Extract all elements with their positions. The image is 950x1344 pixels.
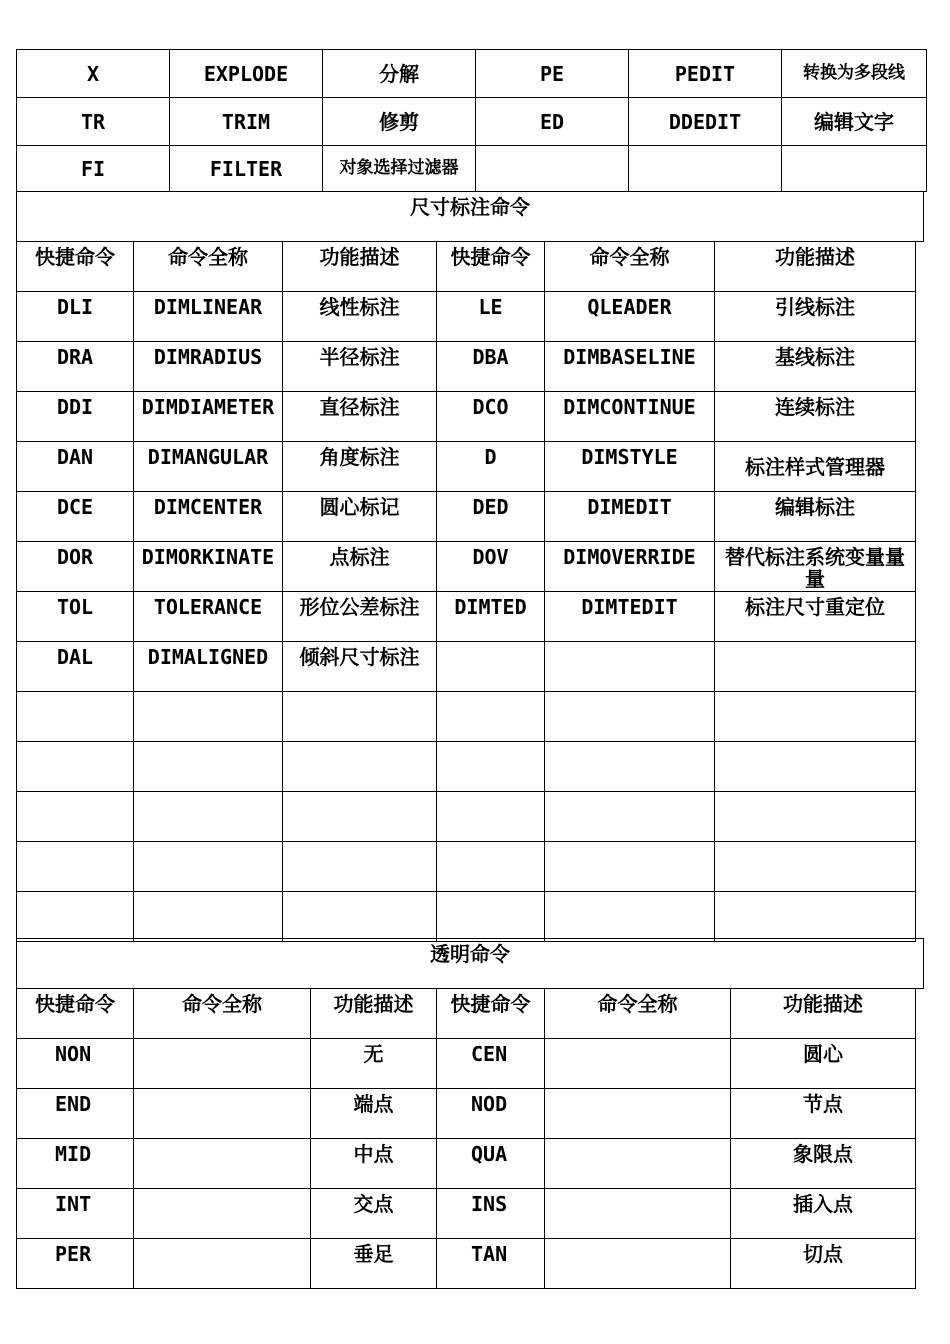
table-row <box>17 892 916 942</box>
table-cell: DCE <box>17 492 134 542</box>
table-cell <box>715 642 916 692</box>
table-cell <box>545 742 715 792</box>
table-cell: PER <box>17 1239 134 1289</box>
column-header: 快捷命令 <box>17 989 134 1039</box>
table-row <box>17 842 916 892</box>
top-command-table <box>16 49 927 192</box>
table-row <box>17 742 916 792</box>
table-cell: 引线标注 <box>715 292 916 342</box>
table-cell: 交点 <box>311 1189 437 1239</box>
table-cell <box>134 1239 311 1289</box>
table-cell <box>17 692 134 742</box>
table-cell <box>715 892 916 942</box>
table-cell: 节点 <box>731 1089 916 1139</box>
table-cell <box>545 1239 731 1289</box>
table-cell: LE <box>437 292 545 342</box>
table-cell: NOD <box>437 1089 545 1139</box>
table-cell: DOV <box>437 542 545 592</box>
table-cell: DIMBASELINE <box>545 342 715 392</box>
column-header: 快捷命令 <box>437 242 545 292</box>
table-row <box>17 492 916 542</box>
table-row <box>17 146 927 192</box>
table-cell: 无 <box>311 1039 437 1089</box>
table-cell: DDI <box>17 392 134 442</box>
table-cell <box>715 742 916 792</box>
table-cell: 基线标注 <box>715 342 916 392</box>
table-cell: 对象选择过滤器 <box>323 146 476 192</box>
table-cell: NON <box>17 1039 134 1089</box>
table-cell: PEDIT <box>629 50 782 98</box>
dimension-command-table <box>16 241 916 942</box>
table-cell <box>134 1139 311 1189</box>
table-row <box>17 1139 916 1189</box>
table-cell: 标注尺寸重定位 <box>715 592 916 642</box>
table-cell: FILTER <box>170 146 323 192</box>
table-cell <box>134 892 283 942</box>
table-cell <box>715 792 916 842</box>
table-cell: 形位公差标注 <box>283 592 437 642</box>
table-cell: DIMORKINATE <box>134 542 283 592</box>
table-cell: DIMCENTER <box>134 492 283 542</box>
table-cell <box>283 742 437 792</box>
table-cell: DIMTED <box>437 592 545 642</box>
column-header: 快捷命令 <box>437 989 545 1039</box>
table-cell: DIMALIGNED <box>134 642 283 692</box>
dimension-section-title: 尺寸标注命令 <box>16 191 924 242</box>
table-cell: CEN <box>437 1039 545 1089</box>
table-cell <box>17 792 134 842</box>
table-cell: 垂足 <box>311 1239 437 1289</box>
table-cell: 圆心 <box>731 1039 916 1089</box>
table-cell: END <box>17 1089 134 1139</box>
table-cell <box>437 692 545 742</box>
table-cell: DIMSTYLE <box>545 442 715 492</box>
table-cell <box>545 892 715 942</box>
table-cell: DIMOVERRIDE <box>545 542 715 592</box>
table-row <box>17 542 916 592</box>
table-cell: DDEDIT <box>629 98 782 146</box>
table-cell: 插入点 <box>731 1189 916 1239</box>
table-cell <box>134 692 283 742</box>
table-cell: INT <box>17 1189 134 1239</box>
column-header: 命令全称 <box>545 989 731 1039</box>
table-cell: DIMEDIT <box>545 492 715 542</box>
table-cell <box>545 642 715 692</box>
table-cell <box>17 742 134 792</box>
table-row <box>17 642 916 692</box>
table-cell: TRIM <box>170 98 323 146</box>
table-row <box>17 692 916 742</box>
table-cell <box>715 692 916 742</box>
table-cell <box>134 1189 311 1239</box>
table-cell: 标注样式管理器 <box>715 442 916 492</box>
transparent-section-title: 透明命令 <box>16 938 924 989</box>
table-cell <box>545 1189 731 1239</box>
column-header: 快捷命令 <box>17 242 134 292</box>
table-cell <box>437 642 545 692</box>
table-cell: DIMANGULAR <box>134 442 283 492</box>
table-row <box>17 50 927 98</box>
table-cell: 编辑文字 <box>782 98 927 146</box>
table-cell: DCO <box>437 392 545 442</box>
table-cell: TOLERANCE <box>134 592 283 642</box>
table-cell <box>629 146 782 192</box>
table-cell <box>545 692 715 742</box>
table-cell: 修剪 <box>323 98 476 146</box>
table-cell <box>134 842 283 892</box>
table-cell <box>545 792 715 842</box>
table-cell <box>134 1039 311 1089</box>
table-cell: EXPLODE <box>170 50 323 98</box>
column-header: 命令全称 <box>134 242 283 292</box>
table-cell <box>437 842 545 892</box>
table-cell: 编辑标注 <box>715 492 916 542</box>
table-cell: 象限点 <box>731 1139 916 1189</box>
table-cell <box>545 1039 731 1089</box>
table-row <box>17 1089 916 1139</box>
table-cell <box>545 842 715 892</box>
table-row <box>17 592 916 642</box>
table-cell <box>437 742 545 792</box>
header-row <box>17 989 916 1039</box>
table-cell: QLEADER <box>545 292 715 342</box>
header-row <box>17 242 916 292</box>
table-row <box>17 792 916 842</box>
table-cell: TAN <box>437 1239 545 1289</box>
table-cell: 点标注 <box>283 542 437 592</box>
table-cell: QUA <box>437 1139 545 1189</box>
table-cell: DAN <box>17 442 134 492</box>
table-cell: 半径标注 <box>283 342 437 392</box>
table-cell: TR <box>17 98 170 146</box>
table-row <box>17 292 916 342</box>
table-cell: 连续标注 <box>715 392 916 442</box>
table-cell: DRA <box>17 342 134 392</box>
table-cell <box>437 892 545 942</box>
table-cell: ED <box>476 98 629 146</box>
column-header: 命令全称 <box>134 989 311 1039</box>
table-cell: 切点 <box>731 1239 916 1289</box>
table-row <box>17 1039 916 1089</box>
table-cell: 中点 <box>311 1139 437 1189</box>
table-cell: 倾斜尺寸标注 <box>283 642 437 692</box>
table-cell <box>782 146 927 192</box>
table-row <box>17 1189 916 1239</box>
table-cell: FI <box>17 146 170 192</box>
column-header: 功能描述 <box>311 989 437 1039</box>
table-row <box>17 392 916 442</box>
column-header: 命令全称 <box>545 242 715 292</box>
column-header: 功能描述 <box>283 242 437 292</box>
table-cell: X <box>17 50 170 98</box>
table-cell: DIMLINEAR <box>134 292 283 342</box>
table-row <box>17 98 927 146</box>
table-cell: INS <box>437 1189 545 1239</box>
table-cell <box>715 842 916 892</box>
table-cell <box>283 892 437 942</box>
table-cell <box>134 1089 311 1139</box>
table-cell: 端点 <box>311 1089 437 1139</box>
table-cell <box>545 1139 731 1189</box>
table-row <box>17 342 916 392</box>
table-cell: 圆心标记 <box>283 492 437 542</box>
table-cell <box>545 1089 731 1139</box>
table-cell: TOL <box>17 592 134 642</box>
table-cell <box>134 742 283 792</box>
table-cell: 角度标注 <box>283 442 437 492</box>
table-row <box>17 442 916 492</box>
table-cell <box>476 146 629 192</box>
table-row <box>17 1239 916 1289</box>
transparent-command-table <box>16 988 916 1289</box>
table-cell: DIMDIAMETER <box>134 392 283 442</box>
table-cell: 直径标注 <box>283 392 437 442</box>
table-cell: DIMRADIUS <box>134 342 283 392</box>
table-cell: 分解 <box>323 50 476 98</box>
table-cell: PE <box>476 50 629 98</box>
column-header: 功能描述 <box>715 242 916 292</box>
table-cell: DLI <box>17 292 134 342</box>
table-cell <box>17 892 134 942</box>
table-cell: 替代标注系统变量量量 <box>715 542 916 592</box>
table-cell: MID <box>17 1139 134 1189</box>
table-cell: DAL <box>17 642 134 692</box>
table-cell <box>283 692 437 742</box>
table-cell: DED <box>437 492 545 542</box>
table-cell: DIMTEDIT <box>545 592 715 642</box>
table-cell <box>134 792 283 842</box>
table-cell: D <box>437 442 545 492</box>
table-cell: 线性标注 <box>283 292 437 342</box>
table-cell <box>283 842 437 892</box>
table-cell <box>17 842 134 892</box>
table-cell: DOR <box>17 542 134 592</box>
table-cell <box>283 792 437 842</box>
table-cell: 转换为多段线 <box>782 50 927 98</box>
column-header: 功能描述 <box>731 989 916 1039</box>
table-cell: DIMCONTINUE <box>545 392 715 442</box>
table-cell <box>437 792 545 842</box>
table-cell: DBA <box>437 342 545 392</box>
